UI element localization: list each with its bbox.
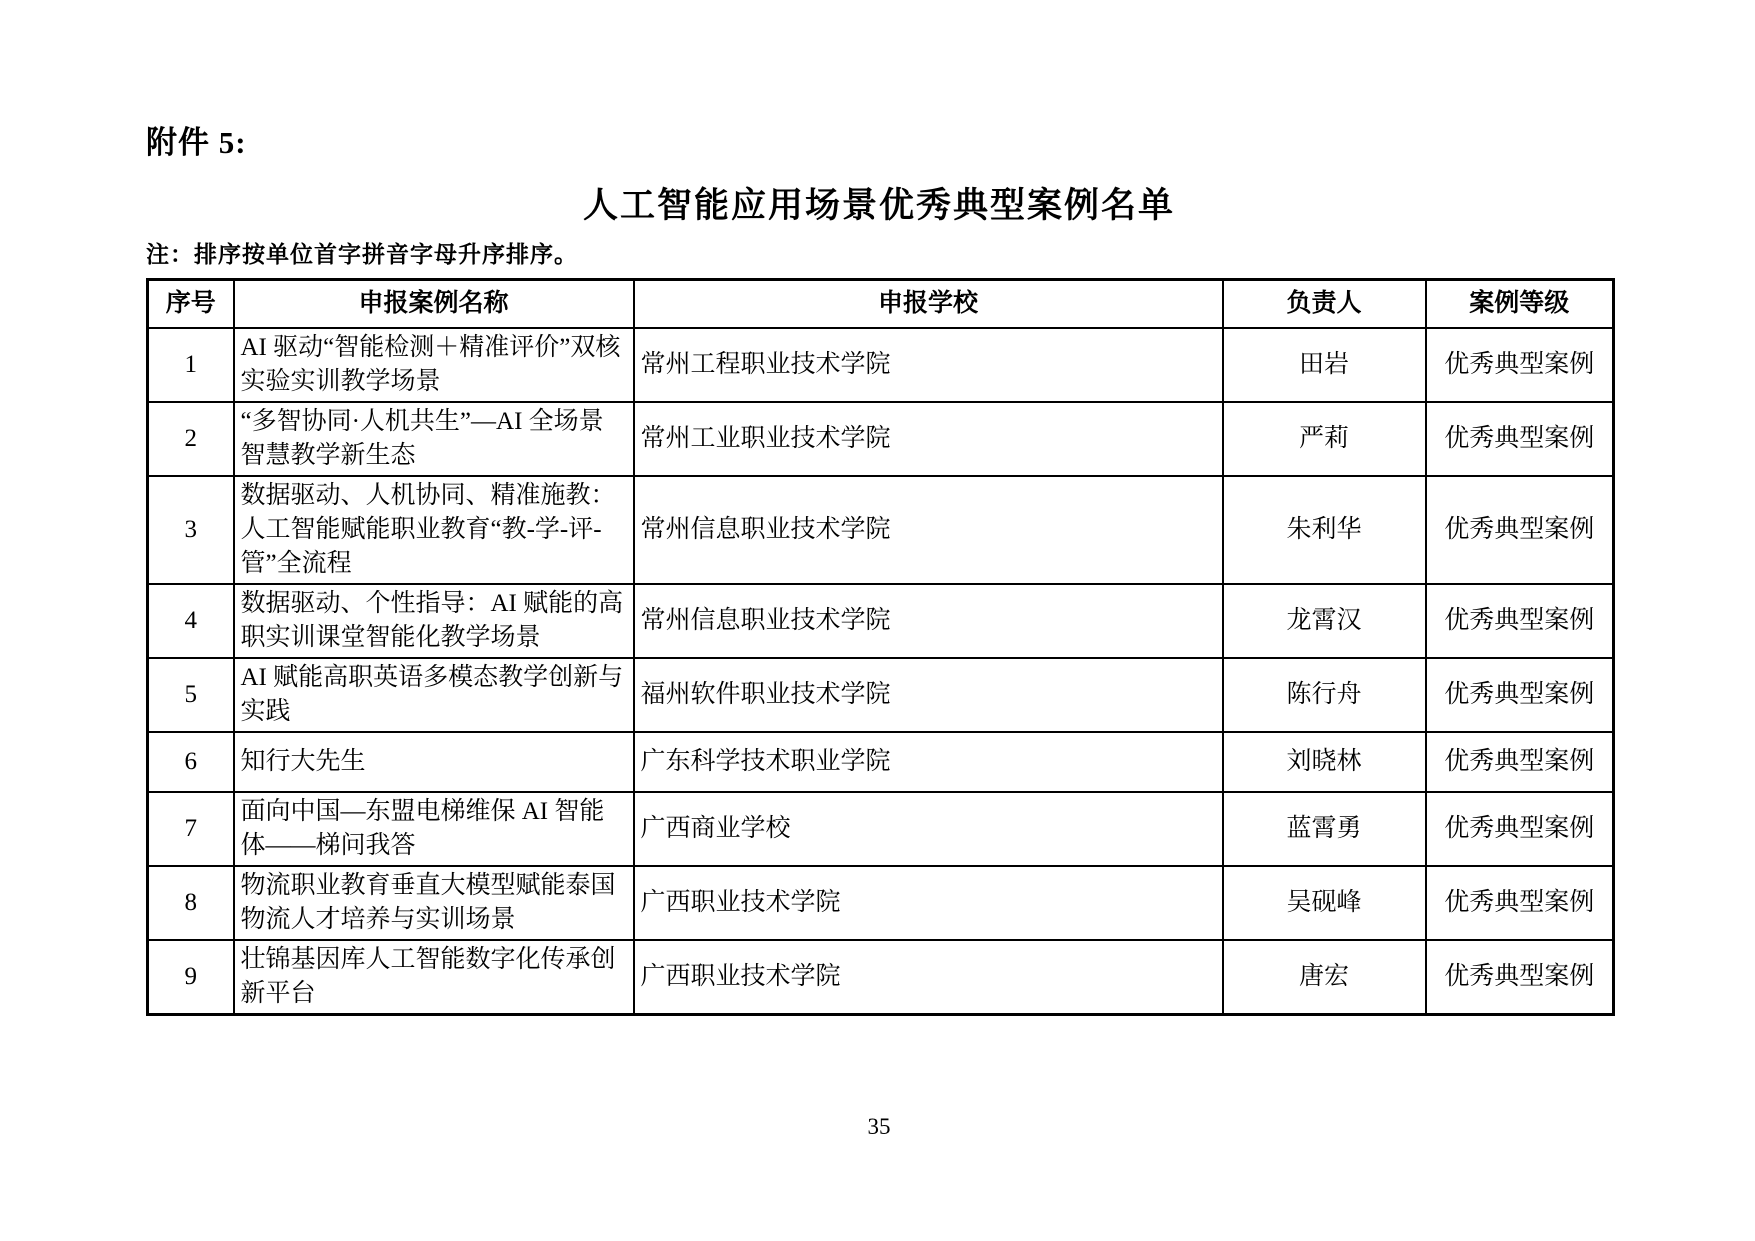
leader-cell: 蓝霄勇 — [1223, 792, 1426, 866]
leader-cell: 唐宏 — [1223, 940, 1426, 1015]
school-cell: 常州工业职业技术学院 — [634, 402, 1223, 476]
case-name-cell: AI 赋能高职英语多模态教学创新与实践 — [234, 658, 634, 732]
case-name-cell: 面向中国—东盟电梯维保 AI 智能体——梯问我答 — [234, 792, 634, 866]
case-level-cell: 优秀典型案例 — [1426, 658, 1614, 732]
case-level-cell: 优秀典型案例 — [1426, 328, 1614, 402]
case-name-cell: 壮锦基因库人工智能数字化传承创新平台 — [234, 940, 634, 1015]
school-cell: 常州信息职业技术学院 — [634, 584, 1223, 658]
case-level-cell: 优秀典型案例 — [1426, 584, 1614, 658]
case-level-cell: 优秀典型案例 — [1426, 732, 1614, 792]
table-header-row — [148, 280, 1614, 328]
row-number-cell: 6 — [148, 732, 234, 792]
table-row — [148, 792, 1614, 866]
school-cell: 广东科学技术职业学院 — [634, 732, 1223, 792]
row-number-cell: 9 — [148, 940, 234, 1015]
row-number-cell: 4 — [148, 584, 234, 658]
table-row — [148, 476, 1614, 584]
case-name-cell: AI 驱动“智能检测＋精准评价”双核实验实训教学场景 — [234, 328, 634, 402]
school-cell: 常州工程职业技术学院 — [634, 328, 1223, 402]
col-header-case-name: 申报案例名称 — [234, 280, 634, 328]
table-row — [148, 584, 1614, 658]
row-number-cell: 3 — [148, 476, 234, 584]
table-row — [148, 402, 1614, 476]
case-level-cell: 优秀典型案例 — [1426, 866, 1614, 940]
col-header-leader: 负责人 — [1223, 280, 1426, 328]
col-header-school: 申报学校 — [634, 280, 1223, 328]
cases-table — [146, 278, 1615, 1016]
school-cell: 广西职业技术学院 — [634, 940, 1223, 1015]
case-name-cell: 数据驱动、人机协同、精准施教：人工智能赋能职业教育“教-学-评-管”全流程 — [234, 476, 634, 584]
leader-cell: 田岩 — [1223, 328, 1426, 402]
row-number-cell: 8 — [148, 866, 234, 940]
row-number-cell: 7 — [148, 792, 234, 866]
row-number-cell: 2 — [148, 402, 234, 476]
school-cell: 广西商业学校 — [634, 792, 1223, 866]
case-level-cell: 优秀典型案例 — [1426, 940, 1614, 1015]
sort-note: 注：排序按单位首字拼音字母升序排序。 — [146, 242, 578, 267]
school-cell: 常州信息职业技术学院 — [634, 476, 1223, 584]
attachment-label: 附件 5: — [146, 125, 247, 160]
table-row — [148, 328, 1614, 402]
table-row — [148, 658, 1614, 732]
leader-cell: 龙霄汉 — [1223, 584, 1426, 658]
col-header-no: 序号 — [148, 280, 234, 328]
case-level-cell: 优秀典型案例 — [1426, 402, 1614, 476]
row-number-cell: 5 — [148, 658, 234, 732]
leader-cell: 刘晓林 — [1223, 732, 1426, 792]
leader-cell: 严莉 — [1223, 402, 1426, 476]
case-level-cell: 优秀典型案例 — [1426, 476, 1614, 584]
leader-cell: 朱利华 — [1223, 476, 1426, 584]
content-block — [146, 124, 1612, 1016]
case-level-cell: 优秀典型案例 — [1426, 792, 1614, 866]
table-row — [148, 940, 1614, 1015]
page-number: 35 — [867, 1114, 891, 1139]
leader-cell: 陈行舟 — [1223, 658, 1426, 732]
leader-cell: 吴砚峰 — [1223, 866, 1426, 940]
table-row — [148, 732, 1614, 792]
case-name-cell: 知行大先生 — [234, 732, 634, 792]
case-name-cell: “多智协同·人机共生”—AI 全场景智慧教学新生态 — [234, 402, 634, 476]
school-cell: 福州软件职业技术学院 — [634, 658, 1223, 732]
case-name-cell: 数据驱动、个性指导：AI 赋能的高职实训课堂智能化教学场景 — [234, 584, 634, 658]
page-title: 人工智能应用场景优秀典型案例名单 — [582, 186, 1175, 225]
school-cell: 广西职业技术学院 — [634, 866, 1223, 940]
case-name-cell: 物流职业教育垂直大模型赋能泰国物流人才培养与实训场景 — [234, 866, 634, 940]
row-number-cell: 1 — [148, 328, 234, 402]
col-header-level: 案例等级 — [1426, 280, 1614, 328]
table-row — [148, 866, 1614, 940]
